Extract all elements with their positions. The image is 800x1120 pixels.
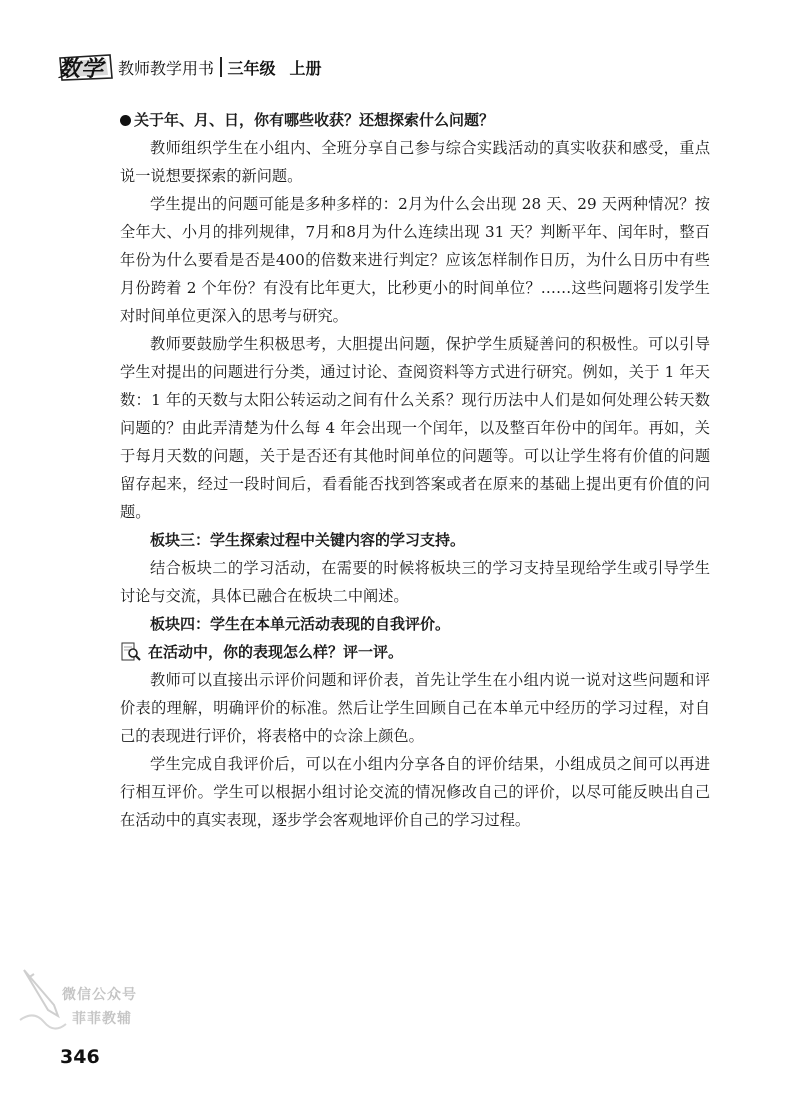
paragraph-2: 学生提出的问题可能是多种多样的：2月为什么会出现 28 天、29 天两种情况？按全年大、小月的排列规律，7月和8月为什么连续出现 31 天？判断平年、闰年时，整百年份为什么要看是否是400的倍数来进行判定？应该怎样制作日历，为什么日历中有些月份跨着 2 个年份？有没有比年更大，比秒更小的时间单位？……这些问题将引发学生对时间单位更深入的思考与研究。 (120, 195, 710, 325)
bullet-icon (120, 115, 131, 126)
page-header (56, 50, 322, 84)
question-heading (120, 106, 710, 134)
section-3-text: 结合板块二的学习活动，在需要的时候将板块三的学习支持呈现给学生或引导学生讨论与交流，具体已融合在板块二中阐述。 (120, 559, 710, 605)
logo-text: 数学 (58, 57, 105, 82)
evaluation-heading-text: 在活动中，你的表现怎么样？评一评。 (148, 643, 404, 661)
magnifier-icon (120, 642, 142, 662)
evaluation-heading (120, 638, 710, 666)
watermark-line-1: 微信公众号 (62, 987, 137, 1003)
math-logo (56, 52, 114, 82)
paragraph-1: 教师组织学生在小组内、全班分享自己参与综合实践活动的真实收获和感受，重点说一说想要探索的新问题。 (120, 139, 710, 185)
volume-label: 上册 (289, 58, 322, 78)
watermark (14, 960, 144, 1040)
section-3-title: 板块三：学生探索过程中关键内容的学习支持。 (150, 531, 466, 549)
paragraph-3: 教师要鼓励学生积极思考，大胆提出问题，保护学生质疑善问的积极性。可以引导学生对提出的问题进行分类，通过讨论、查阅资料等方式进行研究。例如，关于 1 年天数：1 年的天数与太阳公转运动之间有什么关系？现行历法中人们是如何处理公转天数问题的？由此弄清楚为什么每 4 年会出现一个闰年，以及整百年份中的闰年。再如，关于每月天数的问题，关于是否还有其他时间单位的问题等。可以让学生将有价值的问题留存起来，经过一段时间后，看看能否找到答案或者在原来的基础上提出更有价值的问题。 (120, 335, 710, 521)
question-heading-text: 关于年、月、日，你有哪些收获？还想探索什么问题？ (134, 111, 495, 129)
section-4-paragraph-2: 学生完成自我评价后，可以在小组内分享各自的评价结果，小组成员之间可以再进行相互评价。学生可以根据小组讨论交流的情况修改自己的评价，以尽可能反映出自己在活动中的真实表现，逐步学会客观地评价自己的学习过程。 (120, 755, 710, 829)
page-content (120, 106, 710, 834)
header-divider (220, 57, 222, 77)
page-number: 346 (60, 1046, 100, 1068)
grade-label: 三年级 (227, 58, 276, 78)
book-title: 教师教学用书 (118, 58, 215, 78)
section-4-title: 板块四：学生在本单元活动表现的自我评价。 (150, 615, 451, 633)
section-4-paragraph-1: 教师可以直接出示评价问题和评价表，首先让学生在小组内说一说对这些问题和评价表的理解，明确评价的标准。然后让学生回顾自己在本单元中经历的学习过程，对自己的表现进行评价，将表格中的☆涂上颜色。 (120, 671, 710, 745)
watermark-line-2: 菲菲教辅 (72, 1011, 132, 1027)
